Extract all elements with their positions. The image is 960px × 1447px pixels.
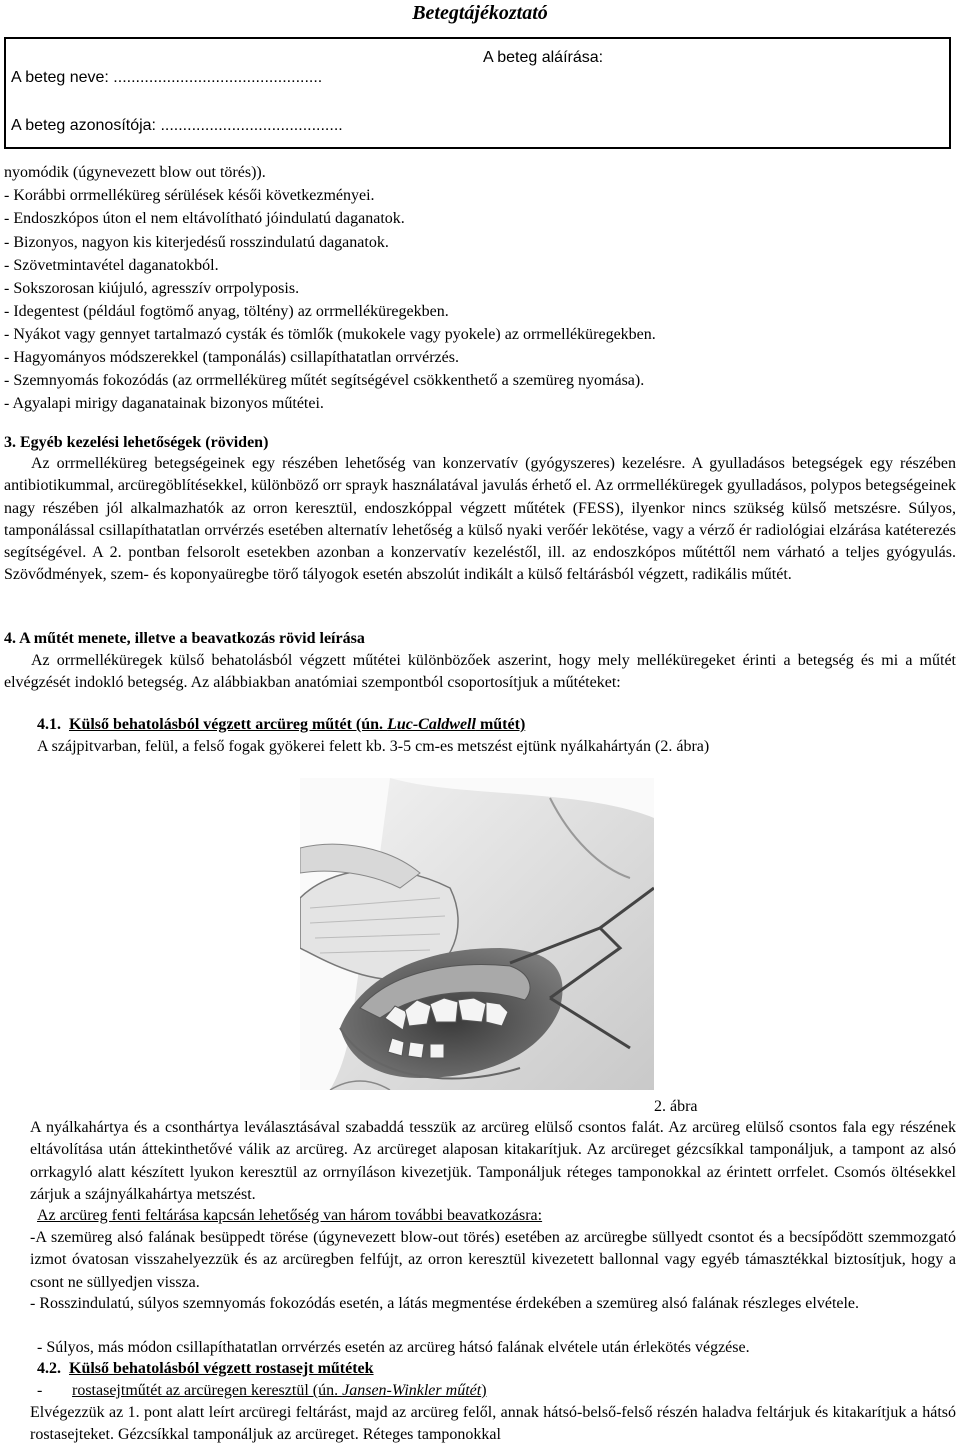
list-item: nyomódik (úgynevezett blow out törés)). (4, 164, 266, 181)
list-item: - Bizonyos, nagyon kis kiterjedésű rosszindulatú daganatok. (4, 234, 389, 251)
section-4-1-title-part: Külső behatolásból végzett arcüreg műtét (ún. (69, 716, 388, 733)
section-4-heading: 4. A műtét menete, illetve a beavatkozás rövid leírása (4, 630, 365, 647)
patient-signature-field[interactable]: A beteg aláírása: (483, 49, 604, 66)
list-item: - Sokszorosan kiújuló, agresszív orrpolyposis. (4, 280, 300, 297)
section-4-1-title-end: műtét) (475, 716, 526, 733)
section-4-2-bullet: - (37, 1382, 43, 1399)
mouth-retractor-drawing (300, 778, 654, 1090)
list-item: - Hagyományos módszerekkel (tamponálás) csillapíthatatlan orrvérzés. (4, 349, 459, 366)
section-4-2-item-italic: Jansen-Winkler műtét (342, 1382, 482, 1399)
section-3-text: Az orrmelléküreg betegségeinek egy részében lehetőség van konzervatív (gyógyszeres) kezelésre. A gyulladásos betegségek egy részében antibiotikummal, arcüregöblítésekkel, különböző orr sprayk használatával javulás érhető el. Az orrmelléküregek gyulladásos, polypos betegségeinek nagy részében jól alkalmazhatók az orron keresztül, endoszkóppal végzett műtétek (FESS), ilyenkor nincs szükség külső metszésre. Súlyos, tamponálással csillapíthatatlan orrvérzés esetében alternatív lehetőség a külső nyaki verőér lekötése, vagy a vérző ér radiológiai elzárása katéterezés segítségével. A 2. pontban felsorolt esetekben azonban a konzervatív kezeléstől, ill. az endoszkópos műtéttől nem várható a teljes gyógyulás. Szövődmények, szem- és koponyaüregbe törő tályogok esetén abszolút indikált a külső feltárásból végzett, radikális műtét. (4, 455, 956, 584)
options-heading: Az arcüreg fenti feltárása kapcsán lehetőség van három további beavatkozásra: (37, 1207, 543, 1224)
option-2: - Rosszindulatú, súlyos szemnyomás fokozódás esetén, a látás megmentése érdekében a szemüreg alsó falának részleges elvétele. (30, 1295, 860, 1312)
option-1: -A szemüreg alsó falának besüppedt törése (úgynevezett blow-out törés) esetében az arcüregbe süllyedt csontot és a becsípődött szemmozgató izmot óvatosan visszahelyezzük és az arcüregben felfújt, az orron keresztül kivezetett ballonnal vagy egyéb támasztékkal biztosítjuk, hogy a csont ne süllyedjen vissza. (30, 1229, 956, 1291)
list-item: - Endoszkópos úton el nem eltávolítható jóindulatú daganatok. (4, 210, 405, 227)
section-4-2-item (72, 1380, 487, 1402)
section-4-text: Az orrmelléküregek külső behatolásból végzett műtétei különbözőek aszerint, hogy mely melléküregeket érinti a betegség és mi a műtét elvégzését indokló betegség. Az alábbiakban anatómiai szempontból csoportosítjuk a műtéteket: (4, 652, 956, 692)
section-4-2-text: Elvégezzük az 1. pont alatt leírt arcüregi feltárást, majd az arcüreg felől, annak hátsó-belső-felső részén haladva feltárjuk és kitakarítjuk a hátsó rostasejteket. Gézcsíkkal tamponáljuk az arcüreget. Réteges tamponokkal (30, 1404, 956, 1444)
option-3: - Súlyos, más módon csillapíthatatlan orrvérzés esetén az arcüreg hátsó falának elvétele után érlekötés végzése. (37, 1339, 750, 1356)
list-item: - Szemnyomás fokozódás (az orrmelléküreg műtét segítségével csökkenthető a szemüreg nyomása). (4, 372, 645, 389)
section-4-2-item-end: ) (481, 1382, 487, 1399)
section-4-2-heading (37, 1358, 374, 1380)
document-title: Betegtájékoztató (412, 2, 548, 24)
section-4-1-after-figure: A nyálkahártya és a csonthártya leválasztásával szabaddá tesszük az arcüreg elülső csontos falát. Az arcüreg elülső csontos fala egy részének eltávolítása után áttekinthetővé válik az arcüreg. Az arcüreget alaposan kitakarítjuk. Az arcüreget gézcsíkkal tamponáljuk, a tampont az alsó orrkagyló alatt készített lyukon keresztül az orrnyíláson kivezetjük. Tamponáljuk réteges tamponokkal az érintett orrfelet. Csomós öltésekkel zárjuk a szájnyálkahártya metszést. (30, 1119, 956, 1203)
list-item: - Nyákot vagy gennyet tartalmazó cysták és tömlők (mukokele vagy pyokele) az orrmelléküregekben. (4, 326, 656, 343)
section-4-1-text: A szájpitvarban, felül, a felső fogak gyökerei felett kb. 3-5 cm-es metszést ejtünk nyálkahártyán (2. ábra) (37, 738, 710, 755)
patient-id-field[interactable]: A beteg azonosítója: ......................................... (11, 117, 343, 134)
list-item: - Korábbi orrmelléküreg sérülések késői következményei. (4, 187, 375, 204)
list-item: - Szövetmintavétel daganatokból. (4, 257, 219, 274)
section-3-heading: 3. Egyéb kezelési lehetőségek (röviden) (4, 434, 269, 451)
section-4-1-heading (37, 714, 525, 736)
list-item: - Idegentest (például fogtömő anyag, töltény) az orrmelléküregekben. (4, 303, 449, 320)
surgery-illustration (300, 778, 654, 1090)
section-4-2-item-part: rostasejtműtét az arcüregen keresztül (ún. (72, 1382, 343, 1399)
section-4-1-number: 4.1. (37, 716, 61, 733)
list-item: - Agyalapi mirigy daganatainak bizonyos műtétei. (4, 395, 324, 412)
section-4-2-title: Külső behatolásból végzett rostasejt műtétek (69, 1360, 374, 1377)
section-4-1-title-italic: Luc-Caldwell (387, 716, 476, 733)
patient-name-field[interactable]: A beteg neve: ............................................... (11, 69, 323, 86)
section-4-1-title (69, 716, 525, 733)
section-4-2-number: 4.2. (37, 1360, 61, 1377)
figure-caption: 2. ábra (654, 1098, 698, 1115)
